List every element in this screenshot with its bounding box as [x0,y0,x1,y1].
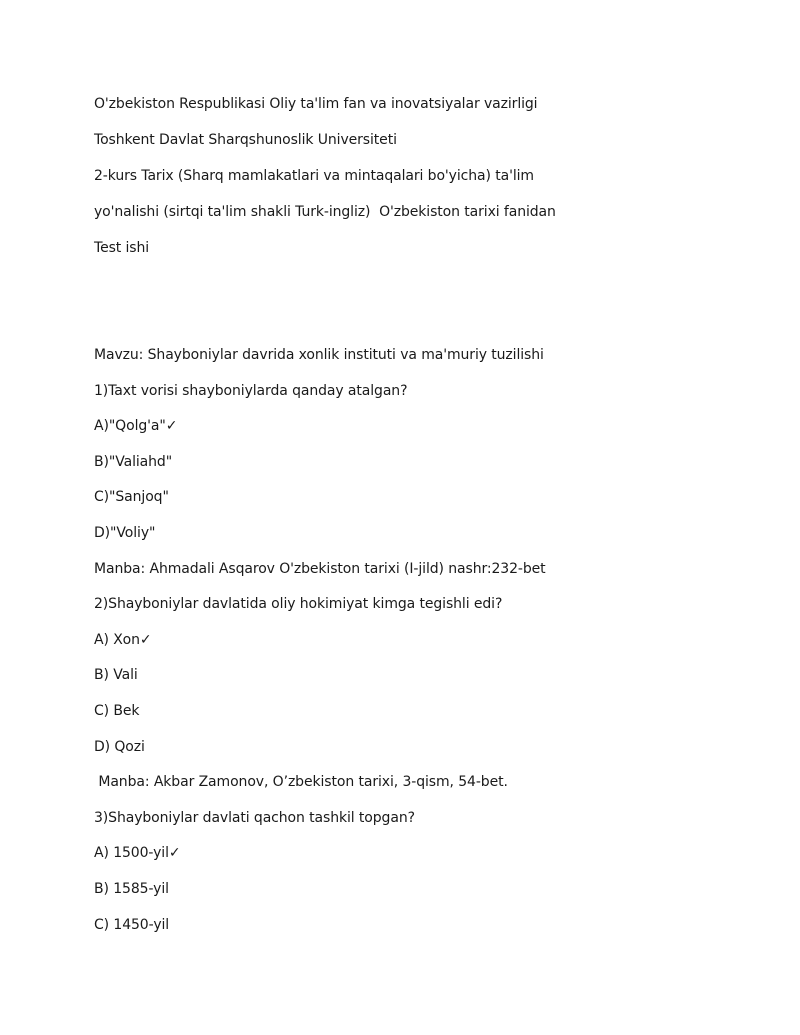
question-2-option-d: D) Qozi [94,739,145,755]
university-title: Toshkent Davlat Sharqshunoslik Universiteti [94,132,397,148]
topic-line: Mavzu: Shayboniylar davrida xonlik instituti va ma'muriy tuzilishi [94,347,544,363]
question-1-option-d: D)"Voliy" [94,525,156,541]
document-type: Test ishi [94,240,150,256]
question-3-option-a: A) 1500-yil✓ [94,845,181,861]
question-3: 3)Shayboniylar davlati qachon tashkil topgan? [94,810,415,826]
question-1-option-b: B)"Valiahd" [94,454,173,470]
question-3-option-c: C) 1450-yil [94,917,170,933]
question-2-option-a: A) Xon✓ [94,632,152,648]
question-1-option-a: A)"Qolg'a"✓ [94,418,178,434]
question-3-option-b: B) 1585-yil [94,881,169,897]
question-2-option-c: C) Bek [94,703,140,719]
question-1: 1)Taxt vorisi shayboniylarda qanday atalgan? [94,383,408,399]
course-line-2: yo'nalishi (sirtqi ta'lim shakli Turk-ingliz) O'zbekiston tarixi fanidan [94,204,556,220]
ministry-title: O'zbekiston Respublikasi Oliy ta'lim fan va inovatsiyalar vazirligi [94,96,538,112]
question-2-source: Manba: Akbar Zamonov, O’zbekiston tarixi, 3-qism, 54-bet. [94,774,508,790]
question-1-option-c: C)"Sanjoq" [94,489,169,505]
question-2: 2)Shayboniylar davlatida oliy hokimiyat kimga tegishli edi? [94,596,503,612]
course-line-1: 2-kurs Tarix (Sharq mamlakatlari va mintaqalari bo'yicha) ta'lim [94,168,534,184]
question-1-source: Manba: Ahmadali Asqarov O'zbekiston tarixi (I-jild) nashr:232-bet [94,561,546,577]
question-2-option-b: B) Vali [94,667,138,683]
